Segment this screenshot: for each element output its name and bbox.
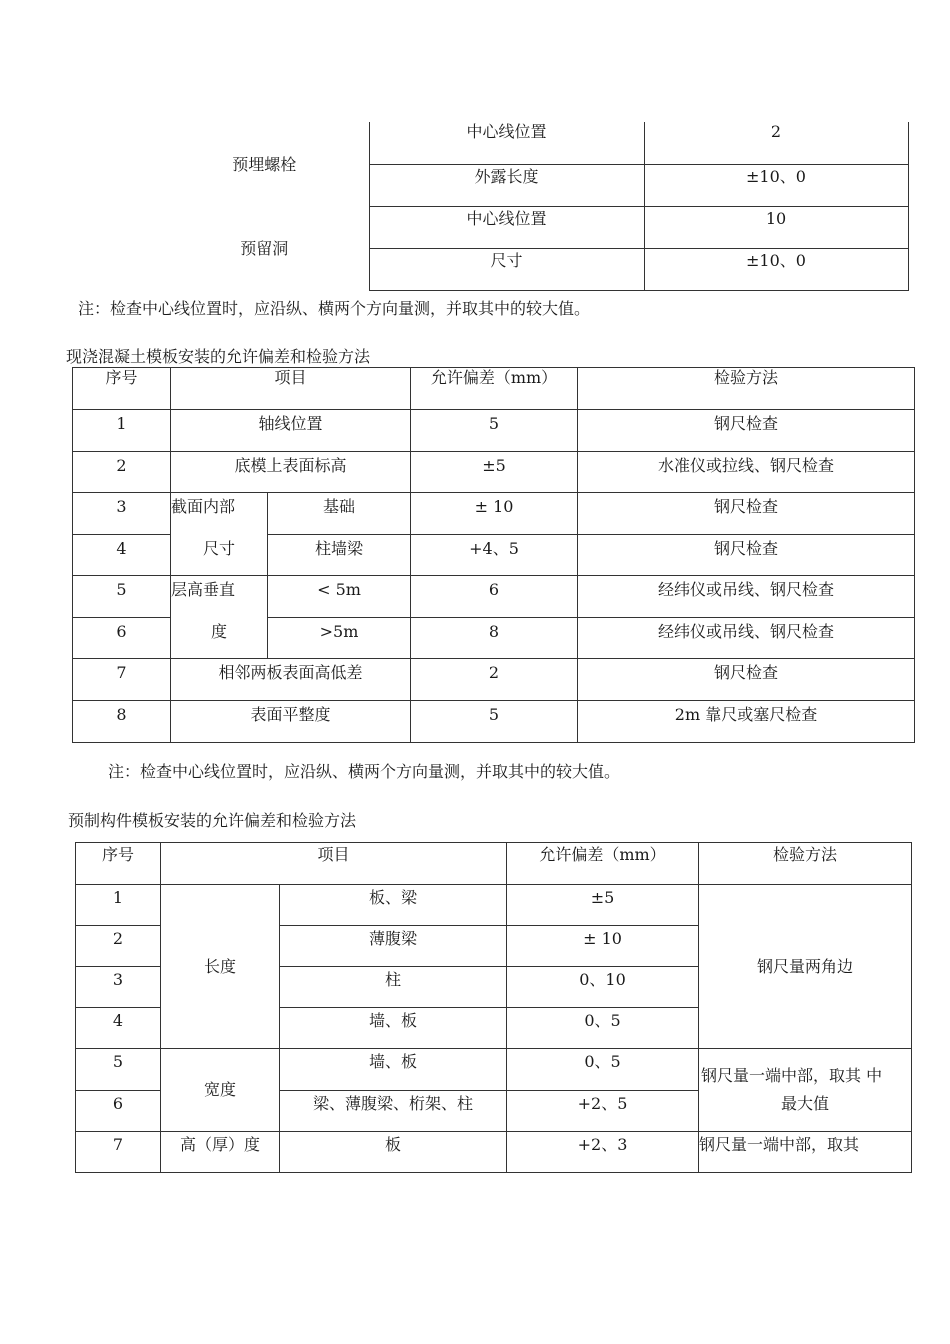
header-item: 项目: [161, 843, 507, 885]
row-no: 4: [76, 1008, 161, 1049]
row-tolerance: +2、3: [507, 1132, 699, 1173]
header-method: 检验方法: [699, 843, 912, 885]
row-tolerance: ± 10: [411, 493, 578, 535]
row-sub-item: 柱: [280, 967, 507, 1008]
header-tolerance: 允许偏差（mm）: [507, 843, 699, 885]
table-cell: 中心线位置: [369, 122, 644, 164]
header-no: 序号: [76, 843, 161, 885]
row-no: 6: [76, 1091, 161, 1132]
row-tolerance: ± 10: [507, 926, 699, 967]
table-cell: 外露长度: [369, 164, 644, 206]
row-method: 2m 靠尺或塞尺检查: [578, 701, 915, 743]
row-sub-item: 板、梁: [280, 885, 507, 926]
header-no: 序号: [73, 368, 171, 410]
group-length: 长度: [161, 885, 280, 1049]
embedded-parts-table: [160, 122, 909, 291]
row-tolerance: 0、10: [507, 967, 699, 1008]
row-sub-item: 薄腹梁: [280, 926, 507, 967]
group-verticality-line2: 度: [171, 618, 268, 659]
method-width: [699, 1049, 912, 1132]
note-2: 注：检查中心线位置时，应沿纵、横两个方向量测，并取其中的较大值。: [108, 762, 621, 781]
row-sub-item: < 5m: [268, 576, 411, 618]
row-sub-item: 基础: [268, 493, 411, 535]
row-no: 4: [73, 535, 171, 576]
row-method: 钢尺检查: [578, 659, 915, 701]
row-no: 5: [76, 1049, 161, 1091]
header-method: 检验方法: [578, 368, 915, 410]
group-section-size-line1: 截面内部: [171, 493, 268, 535]
row-sub-item: >5m: [268, 618, 411, 659]
row-tolerance: 5: [411, 701, 578, 743]
header-tolerance: 允许偏差（mm）: [411, 368, 578, 410]
table-cell: ±10、0: [644, 248, 908, 290]
row-item: 表面平整度: [171, 701, 411, 743]
row-no: 2: [73, 452, 171, 493]
cast-in-place-formwork-table: [72, 367, 915, 743]
row-method: 钢尺检查: [578, 410, 915, 452]
row-tolerance: 0、5: [507, 1008, 699, 1049]
group-section-size-line2: 尺寸: [171, 535, 268, 576]
row-tolerance: +2、5: [507, 1091, 699, 1132]
table-cell: ±10、0: [644, 164, 908, 206]
group-anchor-bolt: 预埋螺栓: [160, 122, 369, 206]
row-tolerance: ±5: [411, 452, 578, 493]
row-sub-item: 梁、薄腹梁、桁架、柱: [280, 1091, 507, 1132]
group-verticality-line1: 层高垂直: [171, 576, 268, 618]
row-no: 1: [73, 410, 171, 452]
row-method: 经纬仪或吊线、钢尺检查: [578, 618, 915, 659]
row-method: 经纬仪或吊线、钢尺检查: [578, 576, 915, 618]
row-no: 8: [73, 701, 171, 743]
table-cell: 10: [644, 206, 908, 248]
table-cell: 2: [644, 122, 908, 164]
row-tolerance: 2: [411, 659, 578, 701]
row-tolerance: 6: [411, 576, 578, 618]
row-method: 钢尺检查: [578, 493, 915, 535]
row-tolerance: 5: [411, 410, 578, 452]
section-title-cast-in-place: 现浇混凝土模板安装的允许偏差和检验方法: [66, 347, 371, 366]
row-item: 轴线位置: [171, 410, 411, 452]
method-length: 钢尺量两角边: [699, 885, 912, 1049]
header-item: 项目: [171, 368, 411, 410]
table-cell: 尺寸: [369, 248, 644, 290]
method-width-line1: 钢尺量一端中部，取其 中: [701, 1066, 883, 1085]
row-item: 底模上表面标高: [171, 452, 411, 493]
row-no: 6: [73, 618, 171, 659]
method-width-line2: 最大值: [781, 1094, 830, 1113]
row-sub-item: 墙、板: [280, 1049, 507, 1091]
precast-formwork-table: [75, 842, 912, 1173]
row-no: 3: [76, 967, 161, 1008]
row-sub-item: 墙、板: [280, 1008, 507, 1049]
row-no: 3: [73, 493, 171, 535]
group-width: 宽度: [161, 1049, 280, 1132]
row-no: 7: [73, 659, 171, 701]
row-tolerance: 8: [411, 618, 578, 659]
row-tolerance: 0、5: [507, 1049, 699, 1091]
row-no: 7: [76, 1132, 161, 1173]
row-method: 水准仪或拉线、钢尺检查: [578, 452, 915, 493]
row-tolerance: ±5: [507, 885, 699, 926]
row-item: 相邻两板表面高低差: [171, 659, 411, 701]
group-reserved-hole: 预留洞: [160, 206, 369, 290]
row-sub-item: 柱墙梁: [268, 535, 411, 576]
method-height: 钢尺量一端中部，取其: [699, 1132, 912, 1173]
note-1: 注：检查中心线位置时，应沿纵、横两个方向量测，并取其中的较大值。: [78, 299, 591, 318]
section-title-precast: 预制构件模板安装的允许偏差和检验方法: [68, 811, 357, 830]
row-no: 5: [73, 576, 171, 618]
row-no: 2: [76, 926, 161, 967]
row-sub-item: 板: [280, 1132, 507, 1173]
row-tolerance: +4、5: [411, 535, 578, 576]
table-cell: 中心线位置: [369, 206, 644, 248]
row-no: 1: [76, 885, 161, 926]
group-height: 高（厚）度: [161, 1132, 280, 1173]
row-method: 钢尺检查: [578, 535, 915, 576]
